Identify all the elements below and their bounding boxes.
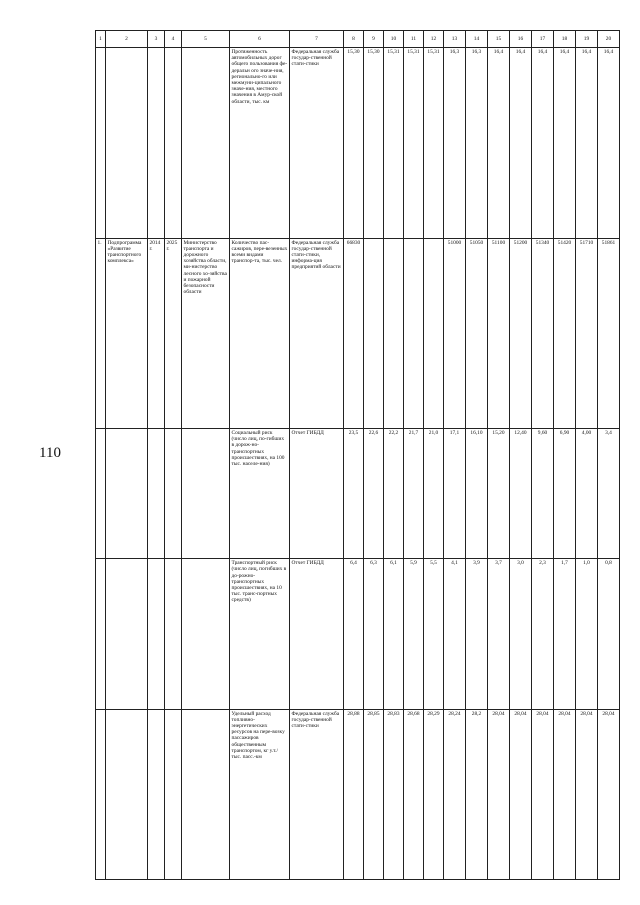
table-cell [96, 709, 106, 879]
table-cell: 28,24 [444, 709, 466, 879]
table-cell: 28,83 [384, 709, 404, 879]
table-cell: 6,3 [364, 559, 384, 709]
column-number-header: 6 [230, 31, 290, 48]
column-number-header: 17 [532, 31, 554, 48]
column-number-header: 12 [424, 31, 444, 48]
column-number-header: 2 [106, 31, 148, 48]
table-cell: 3,7 [488, 559, 510, 709]
table-cell: Количество пас-сажиров, пере-везенных всеми видами транспор-та, тыс. чел. [230, 238, 290, 429]
column-number-header: 14 [466, 31, 488, 48]
table-cell: 15,30 [364, 48, 384, 239]
column-number-header: 7 [290, 31, 344, 48]
table-cell: 2014 г. [148, 238, 165, 429]
table-cell: Удельный расход топливно-энергетических ресурсов на пере-возку пассажиров общественным транспортом, кг у.т./тыс. пасс.-км [230, 709, 290, 879]
table-cell: 66830 [344, 238, 364, 429]
table-cell: 3,0 [510, 559, 532, 709]
table-cell: 4,00 [576, 429, 598, 559]
indicator-table [95, 30, 620, 880]
table-cell: 6,90 [554, 429, 576, 559]
column-number-header: 5 [182, 31, 230, 48]
table-cell: 16,4 [598, 48, 620, 239]
table-cell: 5,5 [424, 559, 444, 709]
table-cell: 16,3 [466, 48, 488, 239]
table-cell [182, 48, 230, 239]
table-cell [384, 238, 404, 429]
table-cell: Отчет ГИБДД [290, 429, 344, 559]
table-cell: 28,2 [466, 709, 488, 879]
table-cell [165, 429, 182, 559]
table-cell: 16,4 [488, 48, 510, 239]
table-cell: 16,4 [532, 48, 554, 239]
table-cell: 15,31 [404, 48, 424, 239]
table-cell: 15,31 [384, 48, 404, 239]
table-cell: 6,1 [384, 559, 404, 709]
table-cell: 28,04 [576, 709, 598, 879]
column-number-header: 4 [165, 31, 182, 48]
table-cell: 1. [96, 238, 106, 429]
table-cell [165, 48, 182, 239]
table-cell: 51000 [444, 238, 466, 429]
table-cell [182, 709, 230, 879]
table-cell: 22,2 [384, 429, 404, 559]
table-cell [165, 559, 182, 709]
table-cell: 28,29 [424, 709, 444, 879]
table-cell: 5,9 [404, 559, 424, 709]
column-number-header: 1 [96, 31, 106, 48]
table-cell: 17,1 [444, 429, 466, 559]
table-cell: Отчет ГИБДД [290, 559, 344, 709]
table-cell: 22,6 [364, 429, 384, 559]
table-cell [106, 559, 148, 709]
column-number-row [96, 31, 620, 48]
table-cell [96, 48, 106, 239]
table-cell: 51050 [466, 238, 488, 429]
table-row [96, 709, 620, 879]
table-cell: 9,60 [532, 429, 554, 559]
table-cell: 28,04 [510, 709, 532, 879]
table-cell [148, 709, 165, 879]
table-cell [165, 709, 182, 879]
column-number-header: 3 [148, 31, 165, 48]
table-cell: 3,4 [598, 429, 620, 559]
table-cell: 2025 г. [165, 238, 182, 429]
table-cell [404, 238, 424, 429]
table-cell: Федеральная служба государ-ственной стати-стики, информа-ция предприятий области [290, 238, 344, 429]
table-row [96, 429, 620, 559]
table-cell [106, 429, 148, 559]
table-cell [96, 559, 106, 709]
table-cell: 16,4 [576, 48, 598, 239]
table-cell: Протяженность автомобильных дорог общего пользования фе-деральн ого значе-ния, регионально-го или межмуни-ципального значе-ния, местного значения в Амур-ской области, тыс. км [230, 48, 290, 239]
table-cell: 21,7 [404, 429, 424, 559]
table-cell: 23,5 [344, 429, 364, 559]
table-cell: 6,4 [344, 559, 364, 709]
table-cell: 3,9 [466, 559, 488, 709]
table-cell: 51710 [576, 238, 598, 429]
table-cell: 1,0 [576, 559, 598, 709]
table-cell [182, 559, 230, 709]
table-cell: 51200 [510, 238, 532, 429]
table-cell: Федеральная служба государ-ственной стати-стики [290, 48, 344, 239]
table-cell: 51420 [554, 238, 576, 429]
table-cell [148, 48, 165, 239]
table-cell: 28,04 [554, 709, 576, 879]
table-cell: 51340 [532, 238, 554, 429]
table-cell: 15,31 [424, 48, 444, 239]
page-number: 110 [39, 445, 61, 461]
table-cell: 16,10 [466, 429, 488, 559]
column-number-header: 9 [364, 31, 384, 48]
column-number-header: 15 [488, 31, 510, 48]
table-cell: 51861 [598, 238, 620, 429]
table-cell: 16,4 [510, 48, 532, 239]
table-cell: 28,04 [532, 709, 554, 879]
column-number-header: 20 [598, 31, 620, 48]
table-cell: Федеральная служба государ-ственной стати-стики [290, 709, 344, 879]
table-cell: 51100 [488, 238, 510, 429]
table-cell [148, 559, 165, 709]
column-number-header: 10 [384, 31, 404, 48]
table-cell: 1,7 [554, 559, 576, 709]
table-cell: Транспортный риск (число лиц, погибших в до-рожно-транспортных происшествиях, на 10 тыс. транс-портных средств) [230, 559, 290, 709]
indicator-table-container [95, 30, 616, 880]
table-cell: 28,85 [364, 709, 384, 879]
table-cell [148, 429, 165, 559]
table-cell [364, 238, 384, 429]
table-cell: 0,8 [598, 559, 620, 709]
table-row [96, 48, 620, 239]
table-cell: 2,3 [532, 559, 554, 709]
table-cell [96, 429, 106, 559]
column-number-header: 8 [344, 31, 364, 48]
table-cell [424, 238, 444, 429]
table-cell: 28,68 [404, 709, 424, 879]
column-number-header: 11 [404, 31, 424, 48]
table-cell [106, 48, 148, 239]
table-cell: 28,04 [488, 709, 510, 879]
table-cell: 28,04 [598, 709, 620, 879]
table-cell: 28,88 [344, 709, 364, 879]
table-cell: Подпрограмма «Развитие транспортного комплекса» [106, 238, 148, 429]
column-number-header: 19 [576, 31, 598, 48]
table-cell [182, 429, 230, 559]
table-row [96, 238, 620, 429]
table-cell: 12,40 [510, 429, 532, 559]
column-number-header: 18 [554, 31, 576, 48]
table-cell: 21,0 [424, 429, 444, 559]
table-cell: 16,4 [554, 48, 576, 239]
column-number-header: 16 [510, 31, 532, 48]
table-cell: 4,1 [444, 559, 466, 709]
table-cell [106, 709, 148, 879]
table-row [96, 559, 620, 709]
table-cell: 16,3 [444, 48, 466, 239]
table-cell: Социальный риск (число лиц, по-гибших в дорож-но-транспортных происшествиях, на 100 тыс. населе-ния) [230, 429, 290, 559]
column-number-header: 13 [444, 31, 466, 48]
table-cell: Министерство транспорта и дорожного хозяйства области, ми-нистерство лесного хо-зяйства и пожарной безопасности области [182, 238, 230, 429]
table-cell: 15,30 [344, 48, 364, 239]
table-cell: 15,20 [488, 429, 510, 559]
